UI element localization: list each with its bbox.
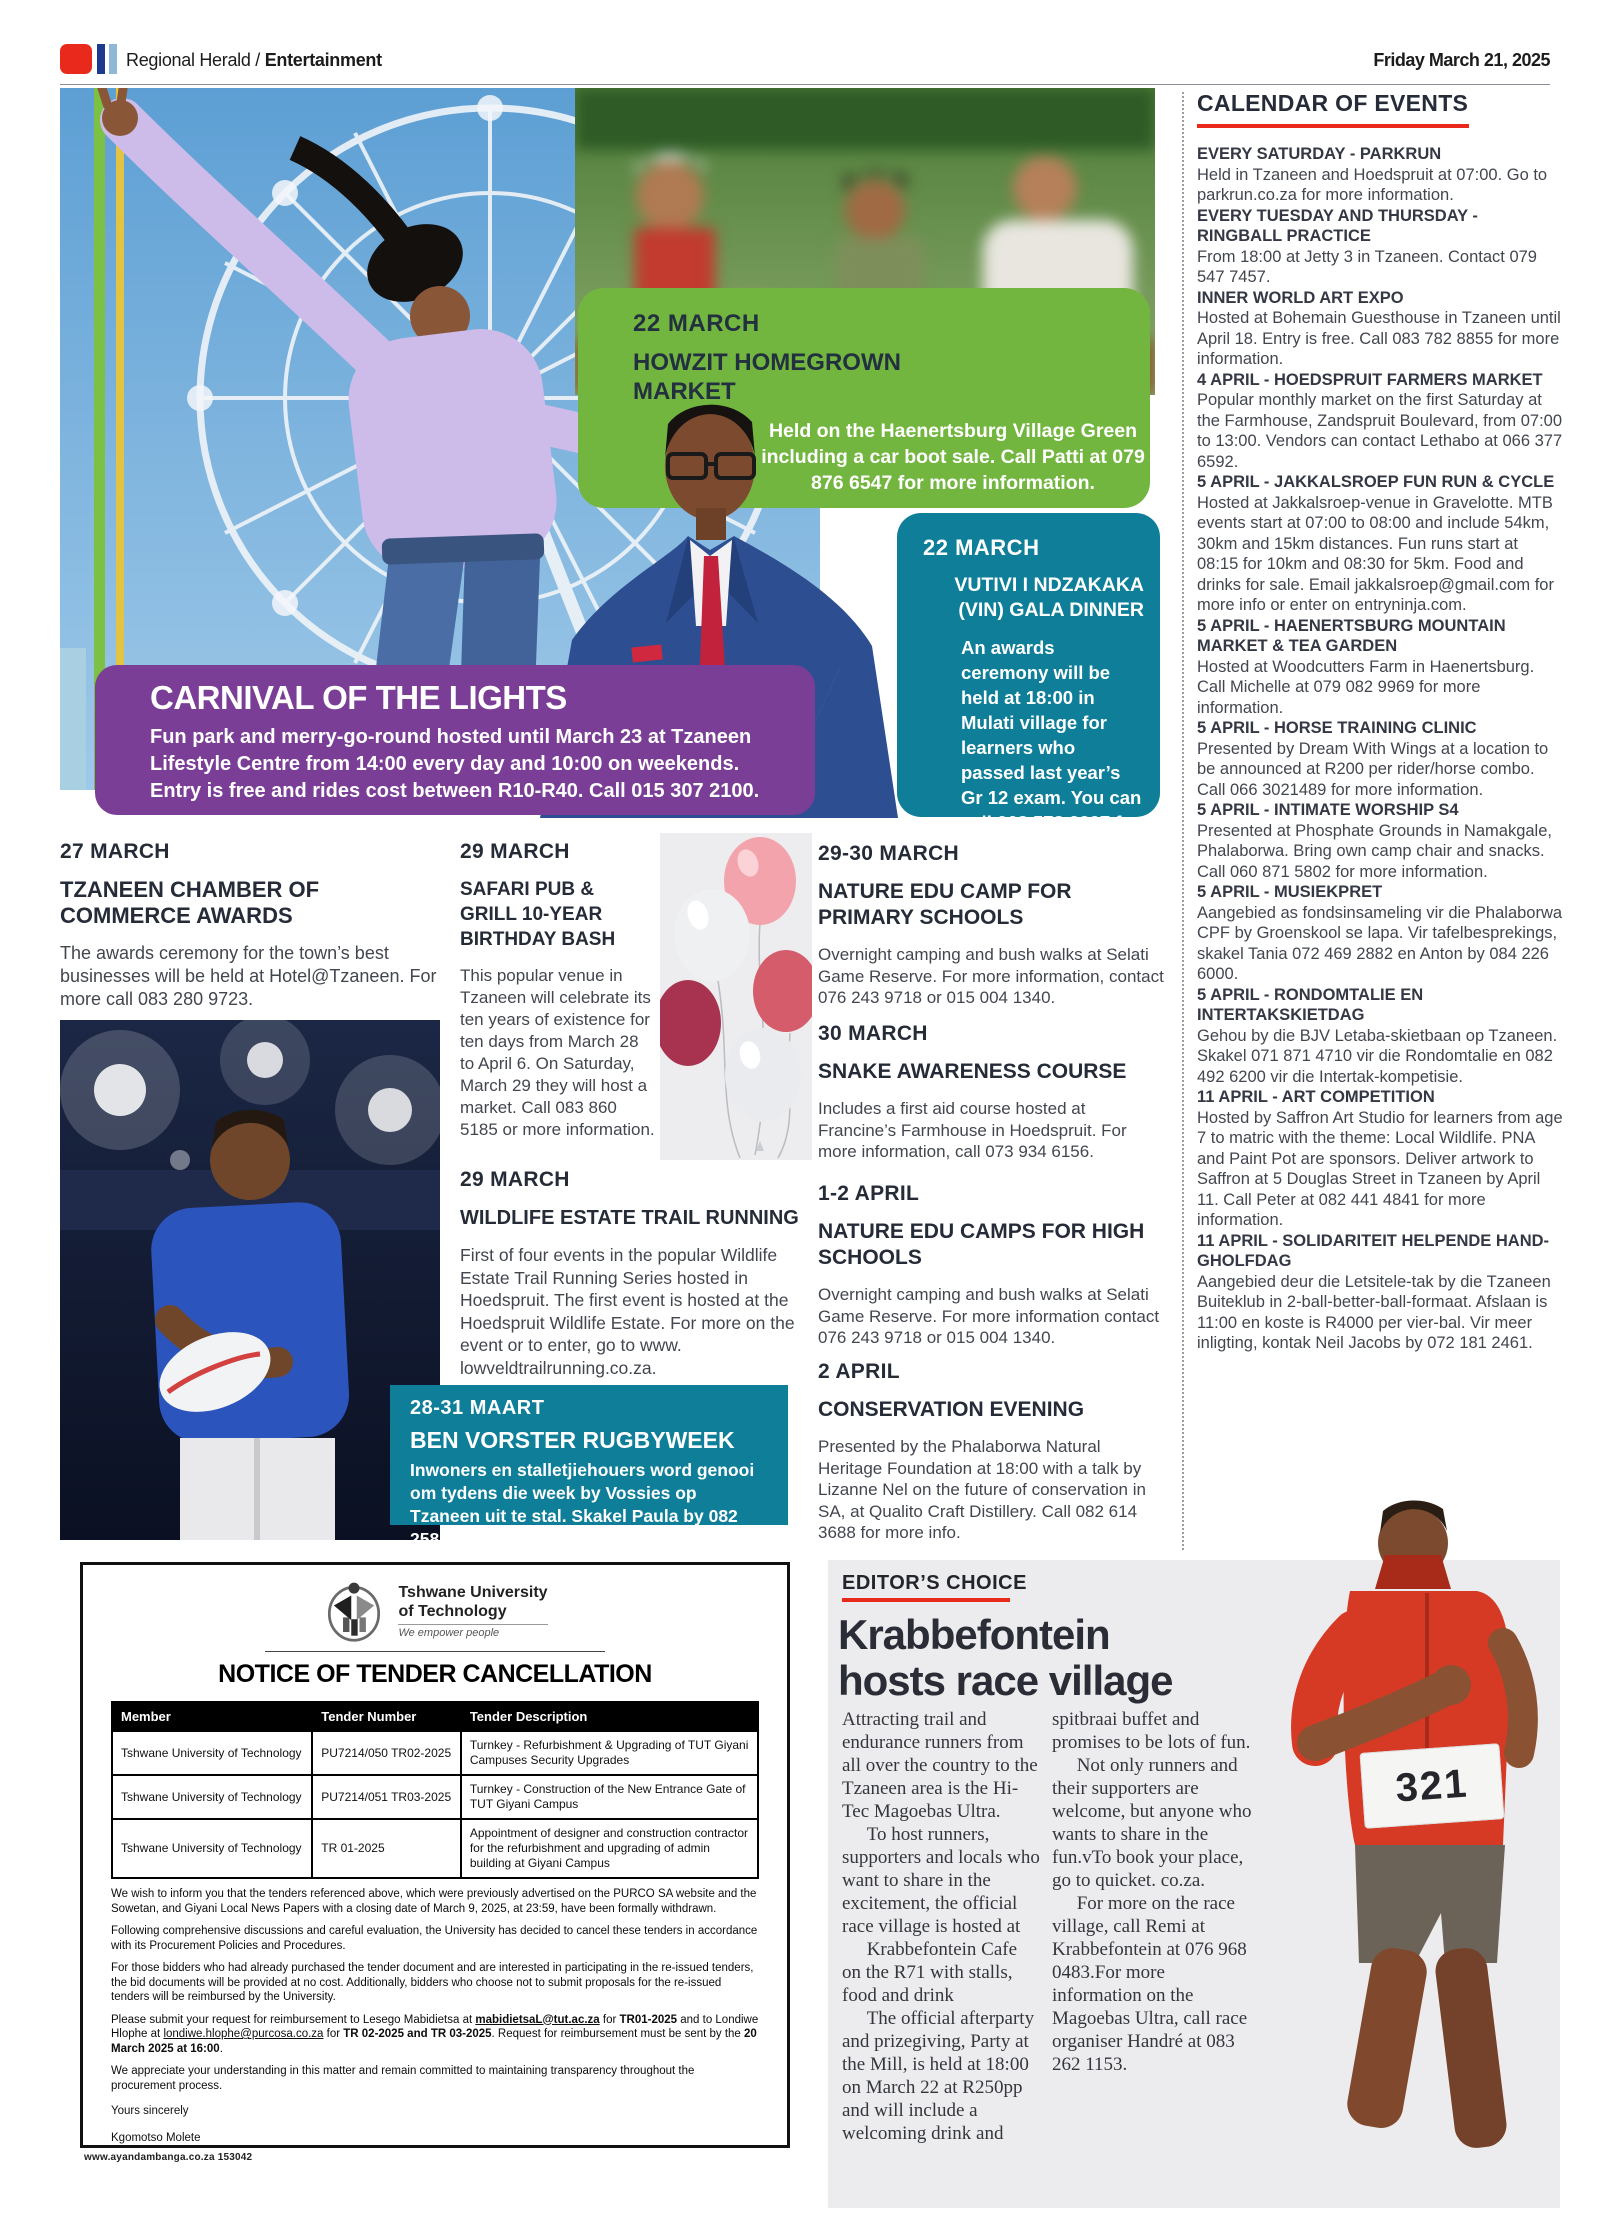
carnival-title: CARNIVAL OF THE LIGHTS [150,679,567,716]
calendar-entry-body: Gehou by die BJV Letaba-skietbaan op Tzaneen. Skakel 071 871 4710 vir die Rondomtalie en 082 492 6200 vir die Intertak-kompetisie. [1197,1026,1558,1086]
calendar-entry-heading: EVERY TUESDAY AND THURSDAY - RINGBALL PRACTICE [1197,206,1478,245]
article-column-1 [842,1708,1040,2145]
calendar-entry-body: Held in Tzaneen and Hoedspruit at 07:00. Go to parkrun.co.za for more information. [1197,165,1548,204]
tut-org-line1: Tshwane University [398,1584,548,1601]
howzit-date: 22 MARCH [633,310,760,337]
event-body: Overnight camping and bush walks at Selati Game Reserve. For more information contact 076 243 9718 or 015 004 1340. [818,1285,1160,1347]
event-date: 1-2 APRIL [818,1182,920,1205]
masthead-brand: Regional Herald / [126,50,260,70]
cell-number: PU7214/051 TR03-2025 [312,1775,461,1819]
event-title: SNAKE AWARENESS COURSE [818,1060,1127,1083]
article-paragraph: spitbraai buffet and promises to be lots of fun. [1052,1709,1251,1753]
tender-table-header-row [112,1702,758,1731]
p4-seg: and to Londiwe Hlophe at [111,2013,759,2040]
p4-email-1: mabidietsaL@tut.ac.za [475,2013,600,2026]
article-paragraph: Krabbefontein Cafe on the R71 with stalls, food and drink [842,1939,1018,2006]
calendar-entry-body: Aangebied as fondsinsameling vir die Phalaborwa CPF by Groenskool se lapa. Vir tafelbesprekings, skakel Tania 072 469 2882 en Anton by 084 226 6000. [1197,903,1563,983]
cell-number: PU7214/050 TR02-2025 [312,1731,461,1775]
calendar-entry-heading: 5 APRIL - MUSIEKPRET [1197,883,1383,901]
event-date: 30 MARCH [818,1022,928,1045]
event-tzaneen-chamber [60,840,445,1011]
masthead-lightblue-bar [109,44,117,74]
vin-date: 22 MARCH [923,535,1040,560]
p4-tender-ref-1: TR01-2025 [619,2013,678,2026]
masthead-navy-bar [97,44,105,74]
calendar-entry-body: Aangebied deur die Letsitele-tak by die Tzaneen Buiteklub in 2-ball-better-ball-formaat. Afslaan is 11:00 en koste is R4000 per vier-bal. Vir meer inligting, kontak Neil Jacobs by 072 181 2461. [1197,1272,1551,1352]
rugbyweek-body: Inwoners en stalletjiehouers word genooi om tydens die week by Vossies op Tzaneen uit te stal. Skakel Paula by 082 258 4596. [410,1460,755,1549]
editors-choice-label: EDITOR’S CHOICE [842,1572,1027,1594]
vin-title: VUTIVI I NDZAKAKA (VIN) GALA DINNER [954,574,1144,621]
event-wildlife-trail [460,1168,812,1379]
p4-seg: . [219,2042,223,2055]
masthead-section: Entertainment [264,50,382,70]
calendar-entry-body: Hosted at Bohemain Guesthouse in Tzaneen until April 18. Entry is free. Call 083 782 8855 for more information. [1197,309,1561,368]
calendar-title: CALENDAR OF EVENTS [1197,90,1469,116]
event-title: NATURE EDU CAMPS FOR HIGH SCHOOLS [818,1220,1145,1269]
event-snake-awareness [818,1022,1165,1163]
calendar-entry-body: Hosted by Saffron Art Studio for learners from age 7 to matric with the theme: Local Wildlife. PNA and Paint Pot are sponsors. Deliver artwork to Saffron at 5 Douglas Street in Tzaneen by April 11. Call Peter at 082 441 4841 for more information. [1197,1108,1563,1229]
tender-notice [80,1562,790,2148]
event-body: Includes a first aid course hosted at Francine’s Farmhouse in Hoedspruit. For more information, call 073 934 6156. [818,1099,1127,1161]
event-body: The awards ceremony for the town’s best businesses will be held at Hotel@Tzaneen. For more call 083 280 9723. [60,943,437,1009]
event-date: 29-30 MARCH [818,842,959,865]
event-title: CONSERVATION EVENING [818,1398,1085,1421]
event-conservation-evening [818,1360,1165,1544]
article-paragraph: To host runners, supporters and locals who want to share in the excitement, the official race village is hosted at [842,1824,1040,1937]
cell-member: Tshwane University of Technology [112,1819,312,1878]
tender-paragraph-5: We appreciate your understanding in this matter and remain committed to maintaining transparency throughout the procurement process. [111,2065,695,2092]
rugbyweek-title: BEN VORSTER RUGBYWEEK [410,1427,735,1453]
event-nature-camp-primary [818,842,1165,1009]
carnival-banner [95,665,815,815]
cell-member: Tshwane University of Technology [112,1775,312,1819]
event-date: 29 MARCH [460,1168,570,1191]
calendar-entry-heading: 5 APRIL - INTIMATE WORSHIP S4 [1197,801,1459,819]
masthead-rule [60,84,1550,85]
rugbyweek-date: 28-31 MAART [410,1397,545,1419]
tut-slogan: We empower people [398,1624,547,1639]
calendar-entry-body: Presented by Dream With Wings at a location to be announced at R200 per rider/horse combo. Call 066 3021489 for more information. [1197,739,1549,799]
rugbyweek-box [390,1385,788,1549]
tender-col-member: Member [112,1702,312,1731]
tender-closing: Yours sincerely [111,2105,189,2117]
cell-number: TR 01-2025 [312,1819,461,1878]
tender-col-desc: Tender Description [461,1702,758,1731]
calendar-red-underline [1197,124,1469,128]
table-row [112,1819,758,1878]
event-title: WILDLIFE ESTATE TRAIL RUNNING [460,1207,799,1229]
race-bib-number: 321 [1394,1761,1470,1810]
table-row [112,1775,758,1819]
calendar-entry-body: Hosted at Woodcutters Farm in Haenertsburg. Call Michelle at 079 082 9969 for more information. [1197,657,1535,717]
cell-desc: Turnkey - Refurbishment & Upgrading of TUT Giyani Campuses Security Upgrades [461,1731,758,1775]
tender-signature-name: Kgomotso Molete [111,2132,201,2144]
calendar-entry-heading: 5 APRIL - JAKKALSROEP FUN RUN & CYCLE [1197,473,1555,491]
calendar-entry-body: Presented at Phosphate Grounds in Namakgale, Phalaborwa. Bring own camp chair and snacks. Call 060 871 5802 for more information. [1197,821,1552,881]
tender-divider [265,1651,605,1652]
event-body: Presented by the Phalaborwa Natural Heritage Foundation at 18:00 with a talk by Lizanne Nel on the future of conservation in SA, at Qualito Craft Distillery. Call 082 614 3688 for more info. [818,1437,1146,1542]
balloons-photo [660,833,812,1160]
runner-photo [1255,1493,1560,2208]
p4-seg: for [323,2028,344,2040]
tender-title: NOTICE OF TENDER CANCELLATION [218,1660,652,1688]
calendar-entry-body: Hosted at Jakkalsroep-venue in Gravelotte. MTB events start at 07:00 to 08:00 and include 54km, 30km and 15km distances. Fun runs start at 08:15 for 10km and 08:30 for 5km. Food and drinks for sale. Email jakkalsroep@gmail.com for more info or enter on entryninja.com. [1197,493,1554,614]
cell-desc: Turnkey - Construction of the New Entrance Gate of TUT Giyani Campus [461,1775,758,1819]
table-row [112,1731,758,1775]
event-body: This popular venue in Tzaneen will celebrate its ten years of existence for ten days from March 28 to April 6. On Saturday, March 29 they will host a market. Call 083 860 5185 or more information. [460,966,655,1139]
tender-paragraph-2: Following comprehensive discussions and careful evaluation, the University has decided to cancel these tenders in accordance with its Procurement Policies and Procedures. [111,1925,758,1952]
p4-seg: Please submit your request for reimbursement to Lesego Mabidietsa at [111,2013,476,2026]
tender-paragraph-4 [111,2013,759,2057]
article-paragraph: Not only runners and their supporters are welcome, but anyone who wants to share in the fun.vTo book your place, go to quicket. co.za. [1052,1755,1252,1891]
carnival-body: Fun park and merry-go-round hosted until March 23 at Tzaneen Lifestyle Centre from 14:00 every day and 10:00 on weekends. Entry is free and rides cost between R10-R40. Call 015 307 2100. [150,726,760,802]
calendar-entry-heading: 4 APRIL - HOEDSPRUIT FARMERS MARKET [1197,370,1543,389]
article-paragraph: For more on the race village, call Remi at Krabbefontein at 076 968 0483.For more information on the Magoebas Ultra, call race organiser Handré at 083 262 1153. [1052,1893,1248,2075]
p4-seg: for [599,2013,620,2026]
howzit-body: Held on the Haenertsburg Village Green including a car boot sale. Call Patti at 079 876 6547 for more information. [761,420,1145,494]
tut-logo-lockup [111,1579,759,1643]
event-date: 2 APRIL [818,1360,900,1383]
masthead-red-logo-block [60,44,92,74]
event-body: First of four events in the popular Wildlife Estate Trail Running Series hosted in Hoedspruit. The first event is hosted at the Hoedspruit Wildlife Estate. For more on the event or to enter, go to www. lowveldtrailrunning.co.za. [460,1245,795,1378]
headline-line-1: Krabbefontein [838,1611,1110,1658]
calendar-entry-heading: 5 APRIL - HAENERTSBURG MOUNTAIN MARKET & TEA GARDEN [1197,616,1506,655]
article-paragraph: Attracting trail and endurance runners from all over the country to the Tzaneen area is the Hi-Tec Magoebas Ultra. [842,1709,1038,1822]
headline-line-2: hosts race village [838,1657,1173,1704]
tut-emblem-icon [322,1579,386,1643]
calendar-entry-heading: EVERY SATURDAY - PARKRUN [1197,145,1442,163]
article-column-2 [1052,1708,1252,2076]
cell-desc: Appointment of designer and construction contractor for the refurbishment and upgrading of admin building at Giyani Campus [461,1819,758,1878]
vin-gala-box [897,513,1160,858]
tender-signature-role [111,2146,759,2149]
masthead-title [126,50,382,71]
article-paragraph: The official afterparty and prizegiving, Party at the Mill, is held at 18:00 on March 22 at R250pp and will include a welcoming drink and [842,2008,1035,2144]
race-bib [1360,1743,1505,1829]
rugby-player-photo [60,1020,440,1540]
tender-table [111,1701,759,1879]
vertical-dotted-separator [1182,92,1184,1550]
p4-email-2: londiwe.hlophe@purcosa.co.za [163,2028,324,2040]
editors-choice-red-underline [842,1598,1010,1602]
calendar-entry-body: From 18:00 at Jetty 3 in Tzaneen. Contact 079 547 7457. [1197,247,1537,286]
p4-tender-ref-2: TR 02-2025 and TR 03-2025 [343,2028,492,2040]
event-nature-camp-high [818,1182,1165,1349]
event-date: 27 MARCH [60,840,170,863]
tender-paragraph-1: We wish to inform you that the tenders referenced above, which were previously advertised on the PURCO SA website and the Sowetan, and Giyani Local News Papers with a closing date of March 9, 2025, at 23:59, have been formally withdrawn. [111,1888,757,1915]
tut-org-line2: of Technology [398,1603,507,1620]
calendar-entry-heading: 5 APRIL - RONDOMTALIE EN INTERTAKSKIETDAG [1197,985,1424,1024]
vin-body: An awards ceremony will be held at 18:00 in Mulati village for learners who passed last year’s Gr 12 exam. You can call 068 578 3297 for more information. [961,637,1142,858]
event-safari-pub [460,840,655,1141]
calendar-entry-heading: INNER WORLD ART EXPO [1197,288,1404,307]
masthead-date: Friday March 21, 2025 [1373,50,1550,70]
event-body: Overnight camping and bush walks at Selati Game Reserve. For more information, contact 076 243 9718 or 015 004 1340. [818,945,1164,1007]
cell-member: Tshwane University of Technology [112,1731,312,1775]
imprint-code: www.ayandambanga.co.za 153042 [84,2152,253,2163]
tender-col-number: Tender Number [312,1702,461,1731]
howzit-title: HOWZIT HOMEGROWN MARKET [633,349,901,405]
calendar-entry-heading: 11 APRIL - ART COMPETITION [1197,1088,1435,1106]
tender-paragraph-3: For those bidders who had already purchased the tender document and are interested in participating in the re-issued tenders, the bid documents will be provided at no cost. Additionally, bidders who choose not to submit proposals for the re-issued tenders will be reimbursed by the University. [111,1962,754,2003]
event-title: NATURE EDU CAMP FOR PRIMARY SCHOOLS [818,880,1072,929]
calendar-entry-body: Popular monthly market on the first Saturday at the Farmhouse, Zandspruit Boulevard, from 07:00 to 13:00. Vendors can contact Lethabo at 066 377 6592. [1197,391,1563,471]
editors-choice-headline [838,1612,1173,1704]
event-title: SAFARI PUB & GRILL 10-YEAR BIRTHDAY BASH [460,879,616,950]
event-date: 29 MARCH [460,840,570,863]
calendar-entry-heading: 5 APRIL - HORSE TRAINING CLINIC [1197,719,1477,737]
p4-seg: . Request for reimbursement must be sent by the [491,2028,745,2040]
calendar-of-events [1197,90,1563,1354]
p4-deadline: 20 March 2025 at 16:00 [111,2028,757,2055]
calendar-entry-heading: 11 APRIL - SOLIDARITEIT HELPENDE HAND-GHOLFDAG [1197,1231,1550,1270]
event-title: TZANEEN CHAMBER OF COMMERCE AWARDS [60,877,320,928]
